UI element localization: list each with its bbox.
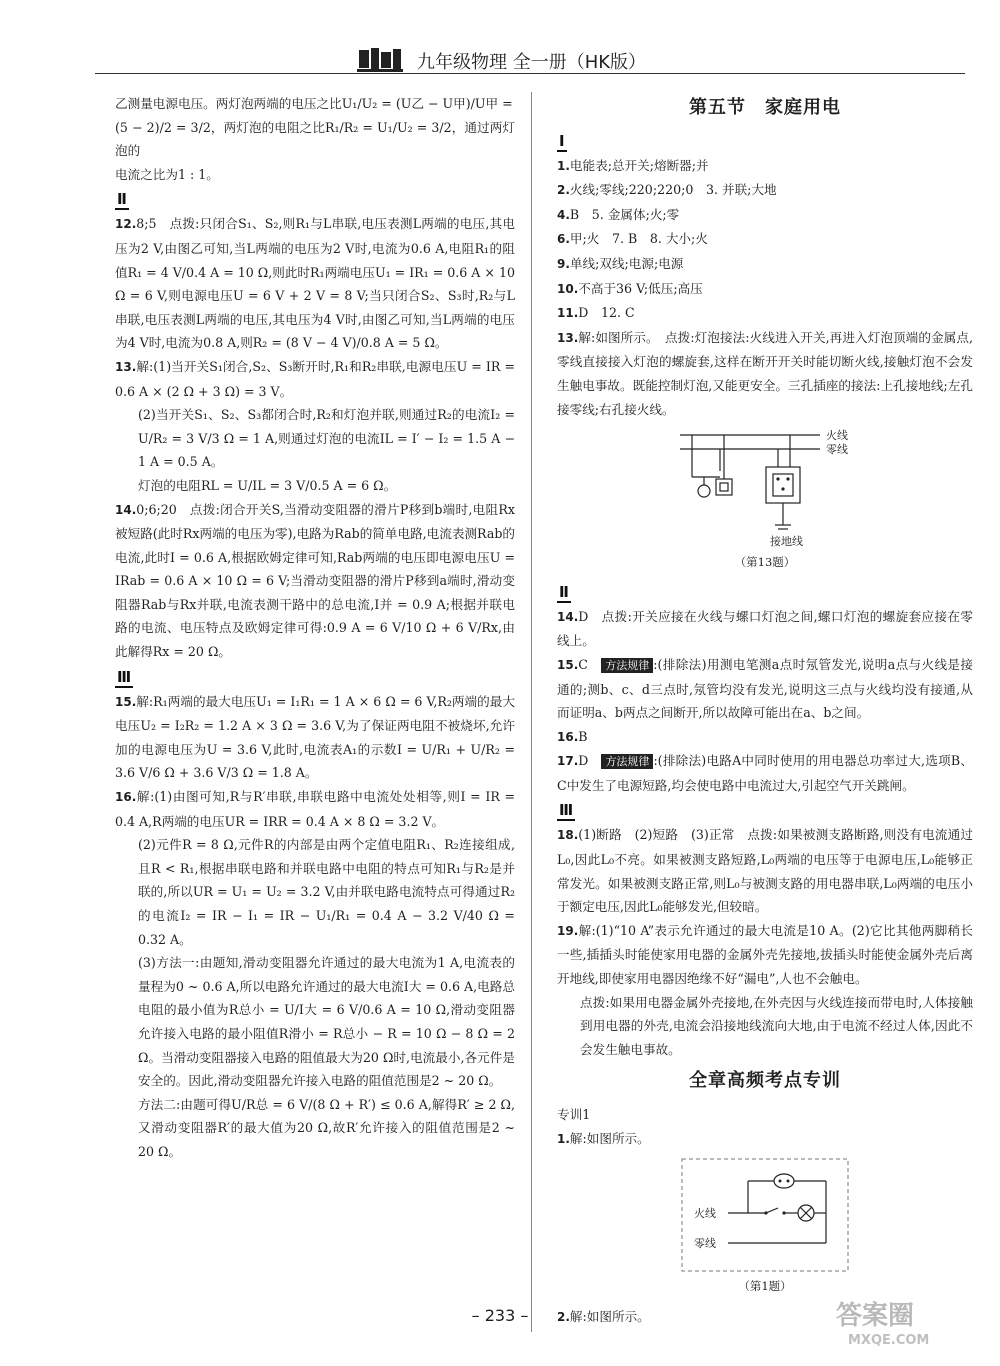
column-divider (531, 92, 532, 1332)
item-number: 16. (557, 729, 579, 744)
method-badge: 方法规律 (601, 754, 653, 769)
watermark-text: 答案圈 (836, 1301, 915, 1331)
right-column (557, 92, 973, 1329)
item-text: 解:(1)“10 A”表示允许通过的最大电流是10 A。(2)它比其他两脚稍长一些,插插头时能使家用电器的金属外壳先接地,拔插头时能使金属外壳后离开地线,即使家用电器因绝缘不好“漏电”,人也不会触电。 (557, 922, 973, 987)
ground-label: 接地线 (770, 535, 803, 549)
figure-caption: （第13题） (734, 555, 796, 570)
paragraph: (2)当开关S₁、S₂、S₃都闭合时,R₂和灯泡并联,则通过R₂的电流I₂ = U/R₂ = 3 V/3 Ω = 1 A,则通过灯泡的电流IL = I′ − I₂ = 1.5 A − 1 A = 0.5 A。 (138, 407, 515, 470)
answer-item (557, 203, 973, 228)
answer-item (557, 301, 973, 326)
item-text: 解:(1)由图可知,R与R′串联,串联电路中电流处处相等,则I = IR = 0.4 A,R两端的电压UR = IRR = 0.4 A × 8 Ω = 3.2 V。 (115, 789, 515, 829)
answer-item (115, 785, 515, 833)
item-number: 12. (115, 217, 137, 232)
header-title: 九年级物理 全一册（HK版） (417, 52, 647, 73)
item-text: 火线;零线;220;220;0 3. 并联;大地 (569, 182, 777, 198)
left-column (115, 92, 515, 1164)
item-number: 14. (557, 609, 579, 624)
socket-icon (766, 467, 800, 503)
answer-item (557, 227, 973, 252)
item-text: 甲;火 7. B 8. 大小;火 (569, 231, 708, 247)
item-number: 15. (115, 694, 137, 709)
figure-caption: （第1题） (738, 1279, 792, 1294)
socket-icon (774, 1174, 794, 1188)
item-text: B 5. 金属体;火;零 (569, 206, 680, 222)
item-text: 电能表;总开关;熔断器;并 (569, 157, 709, 173)
item-text: (1)断路 (2)短路 (3)正常 点拨:如果被测支路断路,则没有电流通过L₀,因此L₀不亮。如果被测支路短路,L₀两端的电压等于电源电压,L₀能够正常发光。如果被测支路正常,则L₀与被测支路的用电器串联,L₀两端的电压小于额定电压,因此L₀能够发光,但较暗。 (557, 827, 973, 915)
watermark-logo (828, 1292, 978, 1348)
item-text: 解:(1)当开关S₁闭合,S₂、S₃断开时,R₁和R₂串联,电源电压U = IR = 0.6 A × (2 Ω + 3 Ω) = 3 V。 (115, 358, 515, 399)
live-label: 火线 (694, 1207, 716, 1221)
paragraph: 灯泡的电阻RL = U/IL = 3 V/0.5 A = 6 Ω。 (138, 477, 397, 493)
item-text: 解:如图所示。 (569, 1308, 650, 1324)
item-number: 18. (557, 828, 579, 843)
item-answer: D (578, 753, 602, 769)
level-marker: Ⅱ (117, 190, 127, 209)
item-text: :(排除法)电路A中同时使用的用电器总功率过大,选项B、C中发生了电源短路,均会使电路中电流过大,引起空气开关跳闸。 (557, 753, 973, 793)
page-header (95, 40, 965, 76)
watermark-url: MXQE.COM (848, 1333, 930, 1348)
item-text: D 12. C (578, 305, 635, 321)
item-number: 1. (557, 1131, 570, 1146)
header-rule (95, 73, 965, 74)
answer-item (115, 212, 515, 355)
answer-item (557, 154, 973, 179)
paragraph: 方法二:由题可得U/R总 = 6 V/(8 Ω + R′) ≤ 0.6 A,解得R′ ≥ 2 Ω,又滑动变阻器R′的最大值为20 Ω,故R′允许接入的阻值范围是2 ~ 20 Ω。 (138, 1096, 515, 1159)
item-number: 11. (557, 306, 579, 321)
method-badge: 方法规律 (601, 658, 653, 673)
answer-item (557, 725, 973, 750)
item-number: 2. (557, 1309, 570, 1324)
item-number: 4. (557, 207, 570, 222)
item-text: B (578, 728, 588, 744)
subsection-label: 专训1 (557, 1107, 591, 1122)
neutral-label: 零线 (694, 1237, 716, 1251)
answer-item (115, 355, 515, 403)
answer-item (557, 252, 973, 277)
answer-item (557, 605, 973, 653)
item-text: 不高于36 V;低压;高压 (578, 280, 703, 296)
level-marker: Ⅲ (559, 801, 574, 820)
item-text: 0;6;20 点拨:闭合开关S,当滑动变阻器的滑片P移到b端时,电阻Rx被短路(此时Rx两端的电压为零),电路为Rab的简单电路,电流表测Rab的电流,此时I = 0.6 A,根据欧姆定律可知,Rab两端的电压即电源电压U = IRab = 0.6 A × 10 Ω = 6 V;当滑动变阻器的滑片P移到a端时,滑动变阻器Rab与Rx并联,电流表测干路中的总电流,I并 = 0.9 A;根据并联电路的电流、电压特点及欧姆定律可得:0.9 A = 6 V/10 Ω + 6 V/Rx,由此解得Rx = 20 Ω。 (115, 501, 515, 660)
item-number: 14. (115, 502, 137, 517)
item-number: 17. (557, 754, 579, 769)
paragraph: 电流之比为1 : 1。 (115, 166, 219, 182)
switch-icon (716, 479, 732, 495)
paragraph: 乙测量电源电压。两灯泡两端的电压之比U₁/U₂ = (U乙 − U甲)/U甲 = (115, 96, 513, 111)
answer-item (557, 178, 973, 203)
light-and-socket-circuit-diagram (680, 1157, 850, 1273)
item-number: 19. (557, 923, 579, 938)
item-number: 1. (557, 158, 570, 173)
bulb-icon (698, 485, 710, 497)
paragraph: 点拨:如果用电器金属外壳接地,在外壳因与火线连接而带电时,人体接触到用电器的外壳,电流会沿接地线流向大地,由于电流不经过人体,因此不会发生触电事故。 (580, 994, 973, 1057)
answer-item (557, 277, 973, 302)
answer-item (115, 690, 515, 785)
item-text: 解:如图所示。 点拨:灯泡接法:火线进入开关,再进入灯泡顶端的金属点,零线直接接入灯泡的螺旋套,这样在断开开关时能切断火线,接触灯泡不会发生触电事故。既能控制灯泡,又能更安全。三孔插座的接法:上孔接地线;左孔接零线;右孔接火线。 (557, 329, 973, 417)
answer-item (115, 498, 515, 664)
item-number: 10. (557, 281, 579, 296)
paragraph: (5 − 2)/2 = 3/2，两灯泡的电阻之比R₁/R₂ = U₁/U₂ = 3/2，通过两灯泡的 (115, 119, 515, 159)
item-number: 16. (115, 790, 137, 805)
answer-item (557, 749, 973, 797)
answer-item (557, 1127, 973, 1152)
item-text: D 点拨:开关应接在火线与螺口灯泡之间,螺口灯泡的螺旋套应接在零线上。 (557, 608, 973, 649)
paragraph: (2)元件R = 8 Ω,元件R的内部是由两个定值电阻R₁、R₂连接组成,且R < R₁,根据串联电路和并联电路中电阻的特点可知R₁与R₂是并联的,所以UR = U₁ = U₂ = 3.2 V,由并联电路电流特点可得通过R₂的电流I₂ = IR − I₁ = IR − U₁/R₁ = 0.4 A − 3.2 V/40 Ω = 0.32 A。 (138, 837, 515, 947)
answer-item (557, 326, 973, 421)
item-number: 13. (115, 359, 137, 374)
item-answer: C (578, 656, 602, 672)
live-label: 火线 (826, 429, 848, 443)
paragraph: (3)方法一:由题知,滑动变阻器允许通过的最大电流为1 A,电流表的量程为0 ~ 0.6 A,所以电路允许通过的最大电流I大 = 0.6 A,电路总电阻的最小值为R总小 = U/I大 = 6 V/0.6 A = 10 Ω,滑动变阻器允许接入电路的最小阻值R滑小 = R总小 − R = 10 Ω − 8 Ω = 2 Ω。当滑动变阻器接入电路的阻值最大为20 Ω时,电流最小,各元件是安全的。因此,滑动变阻器允许接入电路的阻值范围是2 ~ 20 Ω。 (138, 955, 515, 1089)
answer-item (557, 823, 973, 918)
section-title: 全章高频考点专训 (689, 1070, 841, 1092)
item-text: 解:R₁两端的最大电压U₁ = I₁R₁ = 1 A × 6 Ω = 6 V,R₂两端的最大电压U₂ = I₂R₂ = 1.2 A × 3 Ω = 3.6 V,为了保证两电阻不被烧坏,允许加的电源电压为U = 3.6 V,此时,电流表A₁的示数I = U/R₁ + U/R₂ = 3.6 V/6 Ω + 3.6 V/3 Ω = 1.8 A。 (115, 693, 515, 781)
switch-icon (766, 1208, 778, 1213)
answer-item (557, 919, 973, 991)
item-number: 6. (557, 232, 570, 247)
household-circuit-diagram (670, 427, 860, 549)
item-text: 8;5 点拨:只闭合S₁、S₂,则R₁与L串联,电压表测L两端的电压,其电压为2 V,由图乙可知,当L两端的电压为2 V时,电流为0.6 A,电阻R₁的阻值R₁ = 4 V/0.4 A = 10 Ω,则此时R₁两端电压U₁ = IR₁ = 0.6 A × 10 Ω = 6 V,则电源电压U = 6 V + 2 V = 8 V;当只闭合S₂、S₃时,R₂与L串联,电压表测L两端的电压,其电压为4 V时,由图乙可知,当L两端的电压为4 V时,电流为0.8 A,则R₂ = (8 V − 4 V)/0.8 A = 5 Ω。 (115, 216, 515, 351)
item-text: :(排除法)用测电笔测a点时氖管发光,说明a点与火线是接通的;测b、c、d三点时,氖管均没有发光,说明这三点与火线均没有接通,从而证明a、b两点之间断开,所以故障可能出在a、b之间。 (557, 656, 973, 721)
section-title: 第五节 家庭用电 (689, 97, 841, 118)
level-marker: Ⅲ (117, 667, 132, 686)
neutral-label: 零线 (826, 443, 848, 457)
item-number: 2. (557, 183, 570, 198)
level-marker: Ⅱ (559, 582, 569, 601)
item-text: 单线;双线;电源;电源 (569, 255, 684, 271)
answer-item (557, 653, 973, 725)
item-number: 15. (557, 657, 579, 672)
level-marker: Ⅰ (559, 131, 565, 150)
item-number: 9. (557, 256, 570, 271)
item-number: 13. (557, 330, 579, 345)
page-number: – 233 – (471, 1306, 529, 1325)
item-text: 解:如图所示。 (569, 1130, 650, 1146)
publisher-logo-icon (357, 46, 403, 74)
